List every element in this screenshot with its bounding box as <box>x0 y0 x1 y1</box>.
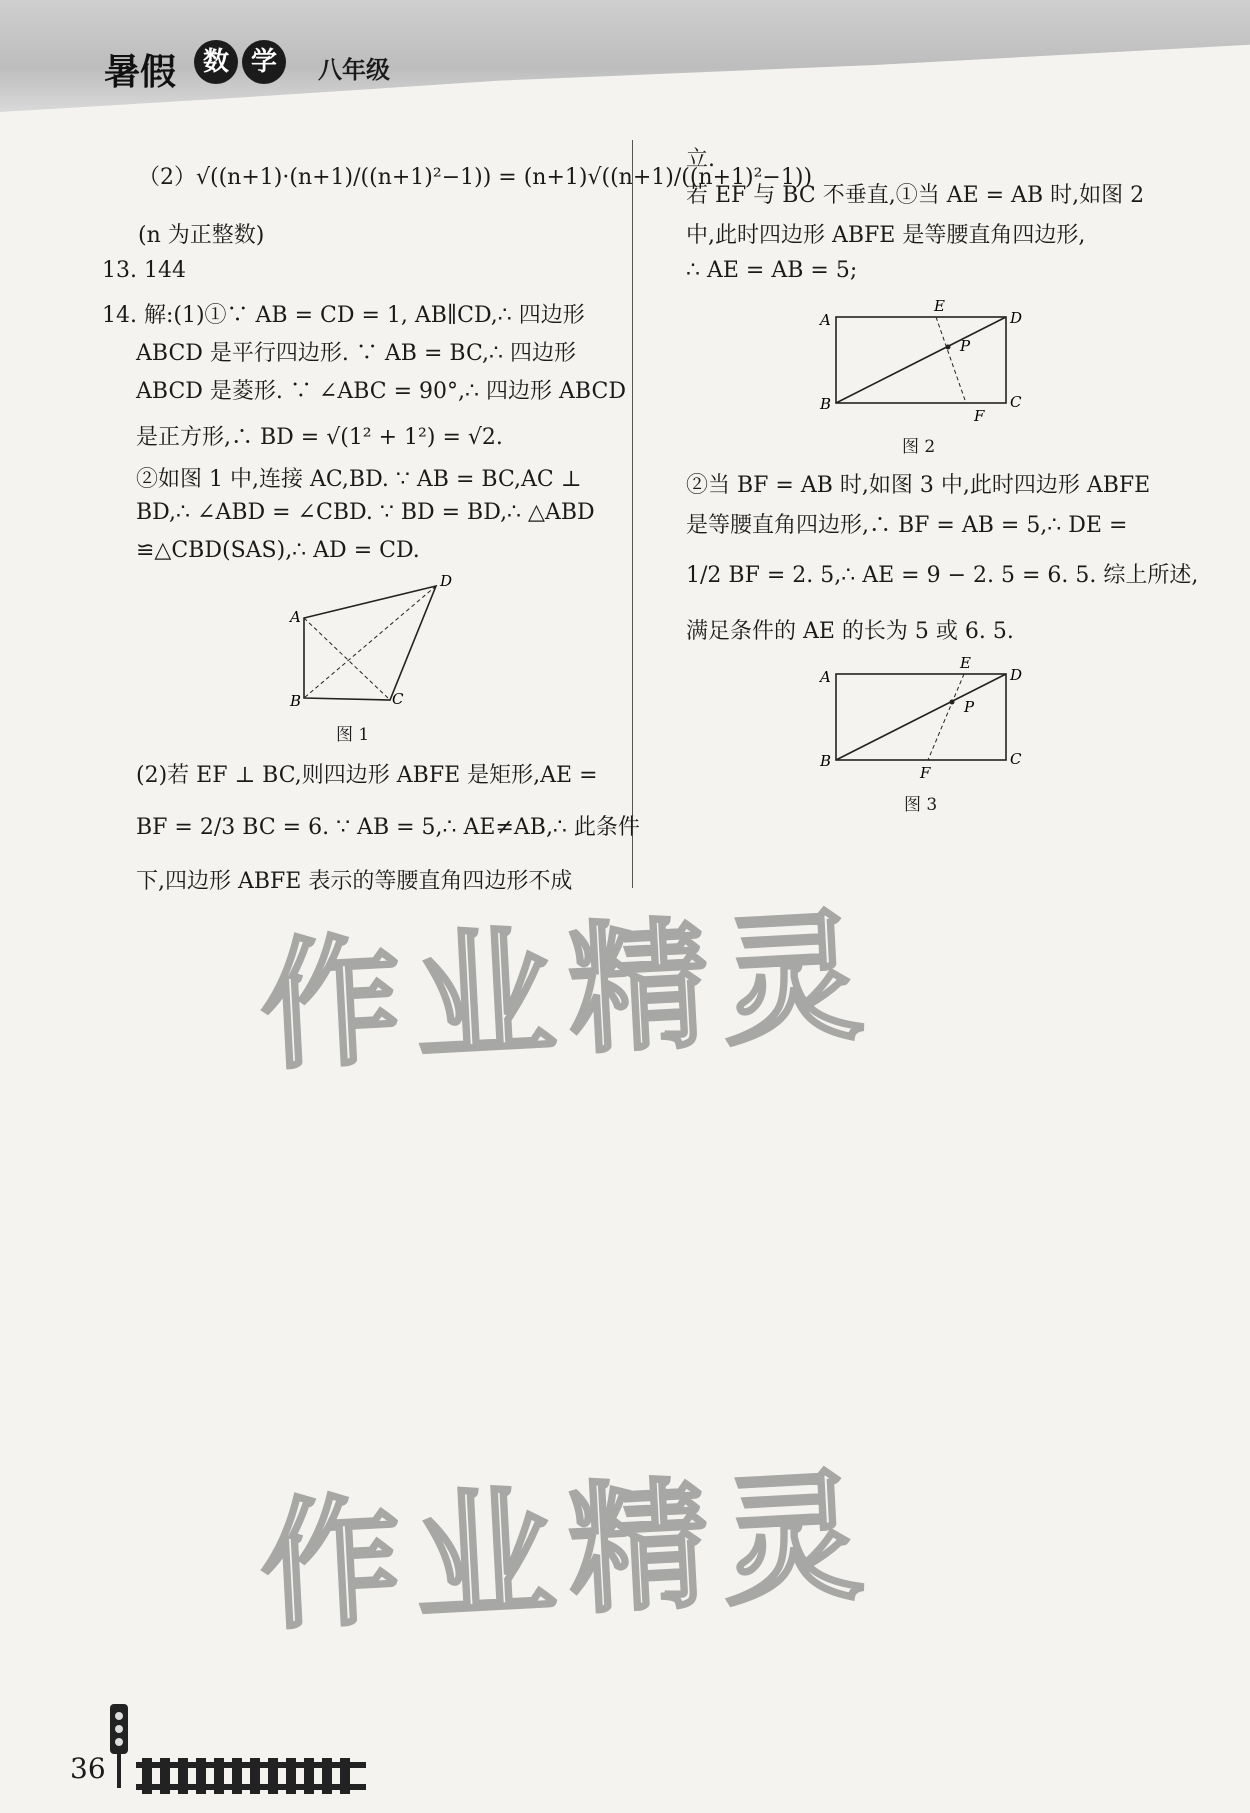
rail-track-icon <box>106 1700 376 1800</box>
figure-1-caption: 图 1 <box>336 725 370 745</box>
text-line: ②如图 1 中,连接 AC,BD. ∵ AB = BC,AC ⊥ <box>136 467 582 492</box>
text-line: 立. <box>686 147 715 172</box>
label-F: F <box>974 407 985 425</box>
page-number: 36 <box>70 1752 106 1785</box>
text-line: 下,四边形 ABFE 表示的等腰直角四边形不成 <box>136 869 573 894</box>
formula-line: （2）√((n+1)·(n+1)/((n+1)²−1)) = (n+1)√((n+1)/((n+1)²−1)) <box>138 165 813 190</box>
label-D: D <box>1010 666 1023 684</box>
label-B: B <box>820 752 832 770</box>
label-C: C <box>1010 750 1022 768</box>
figure-3-caption: 图 3 <box>904 795 938 815</box>
label-D: D <box>1010 309 1023 327</box>
column-divider <box>632 140 633 888</box>
label-F: F <box>920 764 931 782</box>
text-line: BD,∴ ∠ABD = ∠CBD. ∵ BD = BD,∴ △ABD <box>136 500 595 525</box>
text-line: ABCD 是平行四边形. ∵ AB = BC,∴ 四边形 <box>136 341 576 366</box>
text-line: 是等腰直角四边形,∴ BF = AB = 5,∴ DE = <box>686 513 1128 538</box>
text-line: 满足条件的 AE 的长为 5 或 6. 5. <box>686 619 1014 644</box>
label-D: D <box>440 572 453 590</box>
text-line: ②当 BF = AB 时,如图 3 中,此时四边形 ABFE <box>686 473 1151 498</box>
label-A: A <box>820 311 831 329</box>
text-line: 中,此时四边形 ABFE 是等腰直角四边形, <box>686 223 1086 248</box>
grade-label: 八年级 <box>318 56 390 84</box>
text-line: BF = 2/3 BC = 6. ∵ AB = 5,∴ AE≠AB,∴ 此条件 <box>136 815 640 840</box>
title-circle-xue: 学 <box>242 40 286 84</box>
book-title: 暑假 <box>104 52 177 93</box>
label-A: A <box>290 608 301 626</box>
text-line: ∴ AE = AB = 5; <box>686 258 858 283</box>
answer-14-start: 14. 解:(1)①∵ AB = CD = 1, AB∥CD,∴ 四边形 <box>102 303 585 328</box>
label-B: B <box>290 692 302 710</box>
text-line: 若 EF 与 BC 不垂直,①当 AE = AB 时,如图 2 <box>686 183 1145 208</box>
label-E: E <box>960 654 971 672</box>
text-line: (2)若 EF ⊥ BC,则四边形 ABFE 是矩形,AE = <box>136 763 598 788</box>
label-B: B <box>820 395 832 413</box>
watermark: 作业精灵 <box>256 1454 881 1650</box>
watermark: 作业精灵 <box>256 894 881 1090</box>
label-E: E <box>934 297 945 315</box>
text-line: (n 为正整数) <box>138 223 265 248</box>
text-line: ≌△CBD(SAS),∴ AD = CD. <box>136 538 420 563</box>
label-C: C <box>1010 393 1022 411</box>
title-circle-shu: 数 <box>194 40 238 84</box>
label-A: A <box>820 668 831 686</box>
label-C: C <box>392 690 404 708</box>
figure-3 <box>810 652 1030 782</box>
label-P: P <box>960 337 971 355</box>
figure-2-caption: 图 2 <box>902 437 936 457</box>
answer-13: 13. 144 <box>102 258 186 283</box>
text-line: 是正方形,∴ BD = √(1² + 1²) = √2. <box>136 425 503 450</box>
text-line: 1/2 BF = 2. 5,∴ AE = 9 − 2. 5 = 6. 5. 综上所述, <box>686 563 1199 588</box>
header-band <box>0 0 1250 112</box>
figure-2 <box>810 295 1030 425</box>
label-P: P <box>964 698 975 716</box>
figure-1 <box>280 570 470 710</box>
text-line: ABCD 是菱形. ∵ ∠ABC = 90°,∴ 四边形 ABCD <box>136 379 626 404</box>
